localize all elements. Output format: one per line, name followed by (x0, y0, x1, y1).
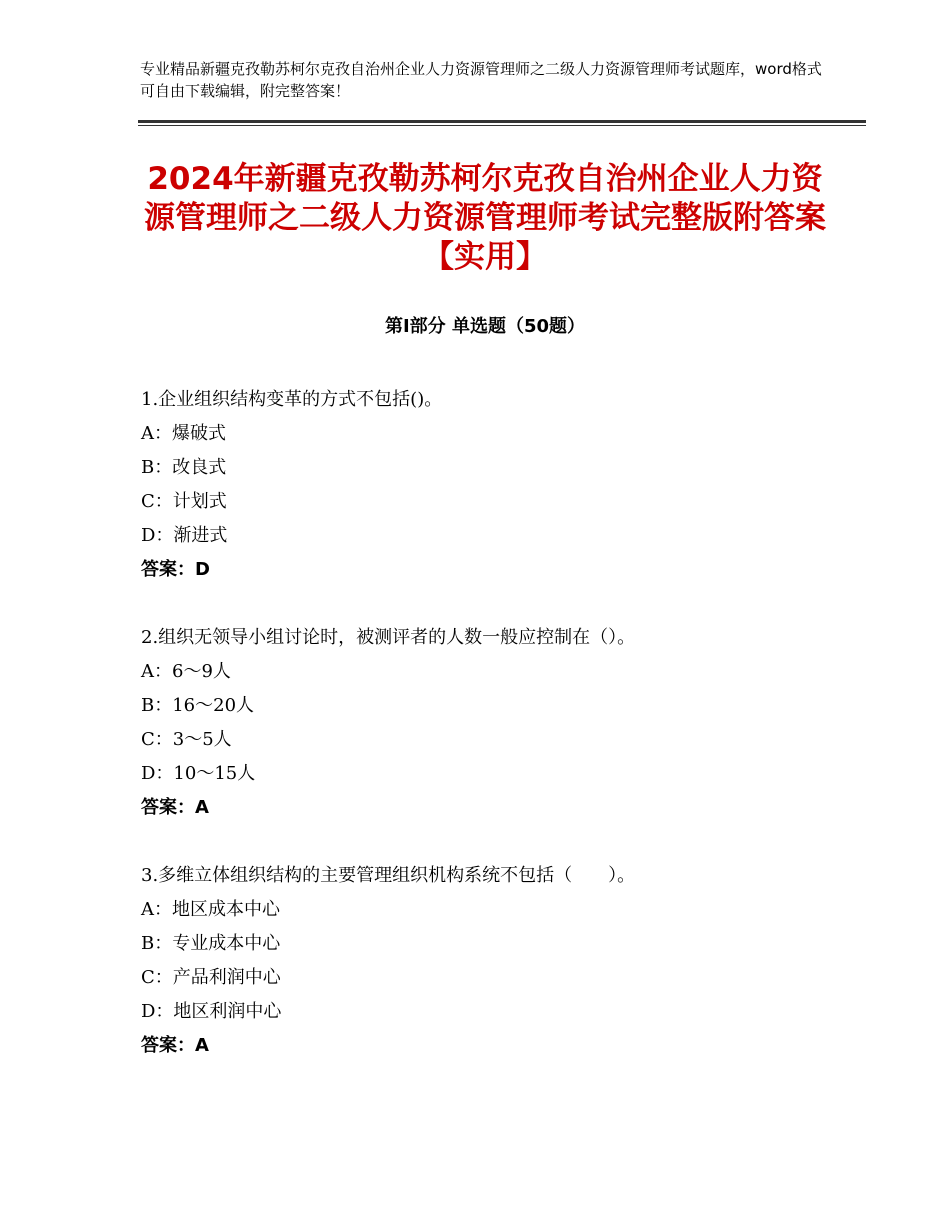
option-c: C：产品利润中心 (141, 967, 281, 988)
header-note: 专业精品新疆克孜勒苏柯尔克孜自治州企业人力资源管理师之二级人力资源管理师考试题库，word格式可自由下载编辑，附完整答案！ (140, 60, 822, 100)
question-stem: 2.组织无领导小组讨论时，被测评者的人数一般应控制在（）。 (141, 627, 636, 648)
section-heading: 第Ⅰ部分 单选题（50题） (384, 316, 585, 337)
option-a: A：爆破式 (141, 423, 226, 444)
document-title: 2024年新疆克孜勒苏柯尔克孜自治州企业人力资源管理师之二级人力资源管理师考试完整版附答案【实用】 (144, 161, 826, 275)
option-b: B：改良式 (141, 457, 227, 478)
header-divider-thin (138, 125, 866, 126)
answer-line: 答案：D (141, 559, 210, 580)
answer-line: 答案：A (141, 1035, 209, 1056)
header-divider-thick (138, 120, 866, 123)
option-b: B：专业成本中心 (141, 933, 281, 954)
option-d: D：地区利润中心 (141, 1001, 282, 1022)
option-a: A：地区成本中心 (141, 899, 280, 920)
option-c: C：计划式 (141, 491, 227, 512)
question-stem: 3.多维立体组织结构的主要管理组织机构系统不包括（ ）。 (141, 865, 636, 886)
question-1 (141, 383, 861, 587)
option-a: A：6～9人 (141, 661, 231, 682)
question-2 (141, 621, 861, 825)
question-list (141, 383, 861, 1097)
question-3 (141, 859, 861, 1063)
option-d: D：渐进式 (141, 525, 228, 546)
option-b: B：16～20人 (141, 695, 255, 716)
answer-line: 答案：A (141, 797, 209, 818)
option-c: C：3～5人 (141, 729, 232, 750)
question-stem: 1.企业组织结构变革的方式不包括()。 (141, 389, 443, 410)
option-d: D：10～15人 (141, 763, 256, 784)
